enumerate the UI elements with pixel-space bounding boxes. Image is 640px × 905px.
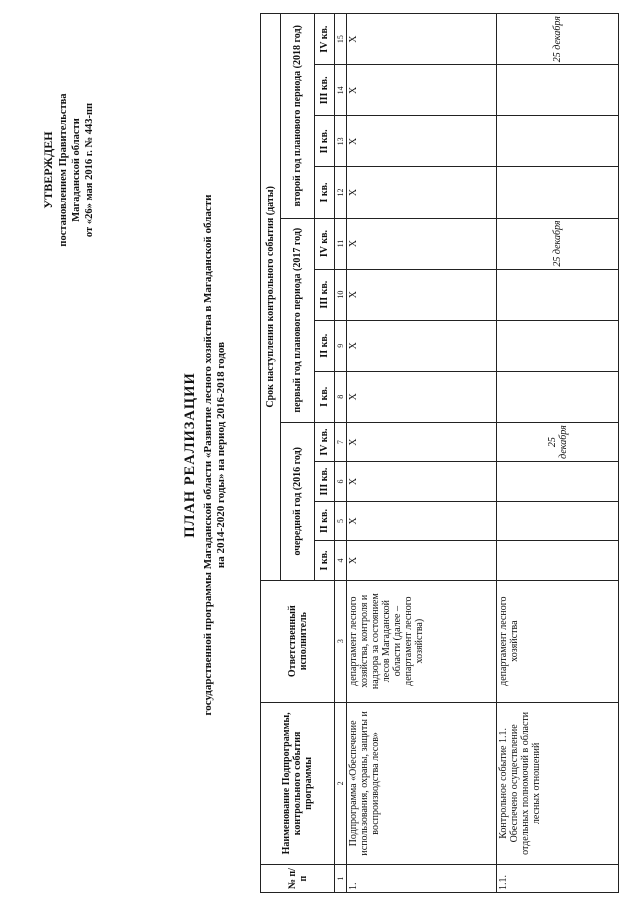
column-number: 9 xyxy=(335,320,347,371)
column-number: 3 xyxy=(335,580,347,702)
column-number: 10 xyxy=(335,269,347,320)
quarter-mark: X xyxy=(347,269,497,320)
document-title xyxy=(182,125,228,785)
column-number: 8 xyxy=(335,371,347,422)
column-number: 13 xyxy=(335,116,347,167)
column-number: 14 xyxy=(335,65,347,116)
table-row xyxy=(347,14,497,893)
header-name: Наименование Подпрограммы, контрольного события программы xyxy=(261,702,335,865)
column-number-row xyxy=(335,14,347,893)
quarter-date xyxy=(497,501,619,540)
header-year-2016: очередной год (2016 год) xyxy=(281,422,315,580)
quarter-mark: X xyxy=(347,65,497,116)
column-number: 6 xyxy=(335,462,347,501)
quarter-date xyxy=(497,269,619,320)
header-year-2017: первый год планового периода (2017 год) xyxy=(281,218,315,422)
column-number: 11 xyxy=(335,218,347,269)
header-num: № п/п xyxy=(261,865,335,893)
column-number: 7 xyxy=(335,422,347,461)
header-quarter: III кв. xyxy=(315,269,335,320)
header-quarter: II кв. xyxy=(315,320,335,371)
row-name: Контрольное событие 1.1. Обеспечено осуществление отдельных полномочий в области лесных отношений xyxy=(497,702,619,865)
approval-line: от «26» мая 2016 г. № 443-пп xyxy=(84,102,95,238)
approval-heading: УТВЕРЖДЕН xyxy=(41,131,55,209)
quarter-date: 25 декабря xyxy=(497,218,619,269)
quarter-date xyxy=(497,320,619,371)
title-main: ПЛАН РЕАЛИЗАЦИИ xyxy=(182,372,198,538)
column-number: 15 xyxy=(335,14,347,65)
header-quarter: IV кв. xyxy=(315,218,335,269)
quarter-mark: X xyxy=(347,541,497,580)
quarter-date xyxy=(497,371,619,422)
title-line: на 2014-2020 годы» на период 2016-2018 годов xyxy=(215,341,227,569)
quarter-date xyxy=(497,167,619,218)
quarter-date: 25 декабря xyxy=(497,422,619,461)
header-quarter: III кв. xyxy=(315,462,335,501)
header-quarter: IV кв. xyxy=(315,422,335,461)
header-quarter: I кв. xyxy=(315,371,335,422)
row-executor: департамент лесного хозяйства xyxy=(497,580,619,702)
quarter-mark: X xyxy=(347,218,497,269)
header-term: Срок наступления контрольного события (даты) xyxy=(261,14,281,581)
row-executor: департамент лесного хозяйства, контроля и надзора за состоянием лесов Магаданской области (далее – департамент лесного хозяйства) xyxy=(347,580,497,702)
header-quarter: II кв. xyxy=(315,116,335,167)
header-quarter: II кв. xyxy=(315,501,335,540)
approval-line: постановлением Правительства xyxy=(58,93,69,247)
column-number: 4 xyxy=(335,541,347,580)
header-year-2018: второй год планового периода (2018 год) xyxy=(281,14,315,219)
title-line: государственной программы Магаданской области «Развитие лесного хозяйства в Магаданской области xyxy=(202,194,214,716)
column-number: 2 xyxy=(335,702,347,865)
quarter-date: 25 декабря xyxy=(497,14,619,65)
implementation-plan-table xyxy=(260,13,619,893)
quarter-mark: X xyxy=(347,116,497,167)
approval-line: Магаданской области xyxy=(71,118,82,222)
row-num: 1.1. xyxy=(497,865,619,893)
quarter-date xyxy=(497,541,619,580)
quarter-date xyxy=(497,116,619,167)
approval-stamp xyxy=(42,25,96,315)
header-quarter: IV кв. xyxy=(315,14,335,65)
row-num: 1. xyxy=(347,865,497,893)
quarter-date xyxy=(497,65,619,116)
quarter-mark: X xyxy=(347,462,497,501)
column-number: 1 xyxy=(335,865,347,893)
quarter-mark: X xyxy=(347,501,497,540)
column-number: 12 xyxy=(335,167,347,218)
quarter-date xyxy=(497,462,619,501)
header-executor: Ответственный исполнитель xyxy=(261,580,335,702)
header-quarter: I кв. xyxy=(315,541,335,580)
quarter-mark: X xyxy=(347,167,497,218)
header-quarter: III кв. xyxy=(315,65,335,116)
quarter-mark: X xyxy=(347,320,497,371)
quarter-mark: X xyxy=(347,14,497,65)
quarter-mark: X xyxy=(347,371,497,422)
table-row xyxy=(497,14,619,893)
header-quarter: I кв. xyxy=(315,167,335,218)
row-name: Подпрограмма «Обеспечение использования, охраны, защиты и воспроизводства лесов» xyxy=(347,702,497,865)
quarter-mark: X xyxy=(347,422,497,461)
column-number: 5 xyxy=(335,501,347,540)
